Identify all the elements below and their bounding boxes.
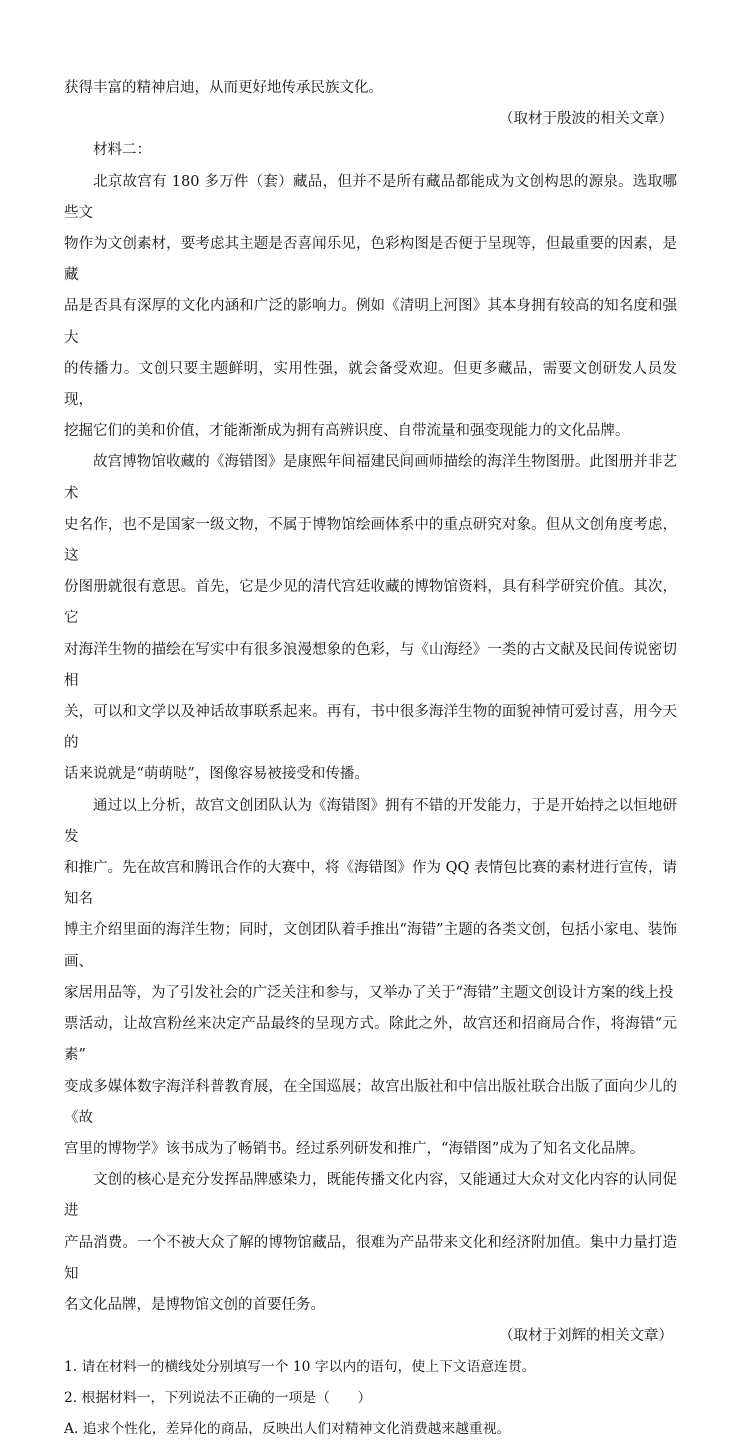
paragraph-line: 关，可以和文学以及神话故事联系起来。再有，书中很多海洋生物的面貌神情可爱讨喜，用今天的: [64, 704, 677, 752]
paragraph-line: 北京故宫有 180 多万件（套）藏品，但并不是所有藏品都能成为文创构思的源泉。选取哪些文: [64, 173, 677, 221]
material2-paragraph-4: [64, 1165, 677, 1321]
paragraph-line: 史名作，也不是国家一级文物，不属于博物馆绘画体系中的重点研究对象。但从文创角度考虑，这: [64, 516, 677, 565]
paragraph-line: 对海洋生物的描绘在写实中有很多浪漫想象的色彩，与《山海经》一类的古文献及民间传说密切相: [64, 641, 677, 689]
paragraph-line: 票活动，让故宫粉丝来决定产品最终的呈现方式。除此之外，故宫还和招商局合作，将海错“元素”: [64, 1016, 677, 1064]
paragraph-line: 家居用品等，为了引发社会的广泛关注和参与，又举办了关于“海错”主题文创设计方案的线上投: [64, 984, 674, 1001]
question-1: 1. 请在材料一的横线处分别填写一个 10 字以内的语句，使上下文语意连贯。: [64, 1359, 536, 1376]
material1-closing-line: 获得丰富的精神启迪，从而更好地传承民族文化。: [64, 80, 383, 96]
paragraph-line: 故宫博物馆收藏的《海错图》是康熙年间福建民间画师描绘的海洋生物图册。此图册并非艺术: [64, 454, 677, 502]
option-a: A. 追求个性化，差异化的商品，反映出人们对精神文化消费越来越重视。: [64, 1421, 511, 1438]
paragraph-line: 博主介绍里面的海洋生物；同时，文创团队着手推出“海错”主题的各类文创，包括小家电、装饰画、: [64, 922, 677, 970]
paragraph-line: 物作为文创素材，要考虑其主题是否喜闻乐见，色彩构图是否便于呈现等，但最重要的因素，是藏: [64, 236, 677, 284]
material2-paragraph-1: [64, 167, 677, 448]
paragraph-line: 产品消费。一个不被大众了解的博物馆藏品，很难为产品带来文化和经济附加值。集中力量打造知: [64, 1234, 677, 1282]
paragraph-line: 变成多媒体数字海洋科普教育展，在全国巡展；故宫出版社和中信出版社联合出版了面向少儿的《故: [64, 1078, 677, 1126]
paragraph-line: 和推广。先在故宫和腾讯合作的大赛中，将《海错图》作为 QQ 表情包比赛的素材进行宣传，请知名: [64, 860, 677, 908]
material2-source: （取材于刘辉的相关文章）: [499, 1328, 673, 1345]
paragraph-line: 文创的核心是充分发挥品牌感染力，既能传播文化内容，又能通过大众对文化内容的认同促进: [64, 1172, 677, 1220]
paragraph-line: 话来说就是“萌萌哒”，图像容易被接受和传播。: [64, 766, 369, 783]
paragraph-line: 的传播力。文创只要主题鲜明，实用性强，就会备受欢迎。但更多藏品，需要文创研发人员发现，: [64, 360, 677, 409]
paragraph-line: 品是否具有深厚的文化内涵和广泛的影响力。例如《清明上河图》其本身拥有较高的知名度和强大: [64, 298, 677, 346]
material2-heading: 材料二：: [93, 142, 151, 159]
question-2: 2. 根据材料一，下列说法不正确的一项是（ ）: [64, 1390, 372, 1407]
paragraph-line: 通过以上分析，故宫文创团队认为《海错图》拥有不错的开发能力，于是开始持之以恒地研发: [64, 797, 677, 845]
paragraph-line: 挖掘它们的美和价值，才能渐渐成为拥有高辨识度、自带流量和强变现能力的文化品牌。: [64, 423, 630, 440]
material2-paragraph-3: [64, 791, 677, 1165]
paragraph-line: 份图册就很有意思。首先，它是少见的清代宫廷收藏的博物馆资料，具有科学研究价值。其次，它: [64, 579, 677, 627]
paragraph-line: 宫里的博物学》该书成为了畅销书。经过系列研发和推广，“海错图”成为了知名文化品牌。: [64, 1140, 645, 1157]
paragraph-line: 名文化品牌，是博物馆文创的首要任务。: [64, 1296, 325, 1313]
material2-paragraph-2: [64, 447, 677, 790]
material1-source: （取材于殷波的相关文章）: [499, 111, 673, 128]
